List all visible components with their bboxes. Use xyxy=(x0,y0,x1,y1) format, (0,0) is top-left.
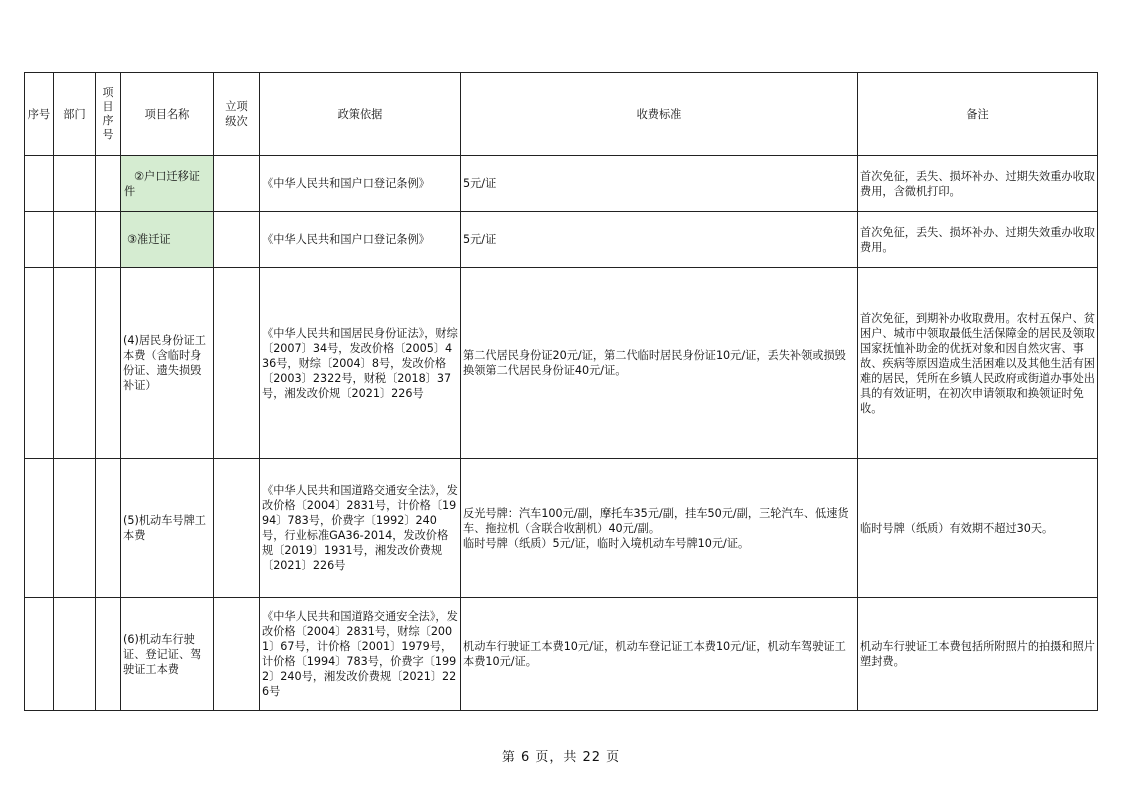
header-row xyxy=(25,73,1098,156)
item-seq-cell xyxy=(96,212,121,268)
item-seq-cell xyxy=(96,598,121,711)
item-name-cell: (4)居民身份证工本费（含临时身份证、遗失损毁补证） xyxy=(121,268,214,459)
dept-cell xyxy=(54,598,96,711)
level-cell xyxy=(214,156,260,212)
notes-cell: 机动车行驶证工本费包括所附照片的拍摄和照片塑封费。 xyxy=(858,598,1098,711)
fee-table xyxy=(24,72,1098,711)
dept-cell xyxy=(54,459,96,598)
fee-cell: 5元/证 xyxy=(461,212,858,268)
table-row xyxy=(25,212,1098,268)
table-row xyxy=(25,268,1098,459)
fee-line: 临时号牌（纸质）5元/证，临时入境机动车号牌10元/证。 xyxy=(463,536,750,550)
fee-cell: 第二代居民身份证20元/证，第二代临时居民身份证10元/证，丢失补领或损毁换领第二代居民身份证40元/证。 xyxy=(461,268,858,459)
header-item-name: 项目名称 xyxy=(121,73,214,156)
header-seq: 序号 xyxy=(25,73,54,156)
notes-cell: 首次免征，丢失、损坏补办、过期失效重办收取费用，含微机打印。 xyxy=(858,156,1098,212)
item-name-cell: ②户口迁移证件 xyxy=(121,156,214,212)
item-name-cell: (5)机动车号牌工本费 xyxy=(121,459,214,598)
policy-cell: 《中华人民共和国户口登记条例》 xyxy=(260,156,461,212)
item-seq-cell xyxy=(96,156,121,212)
table-row xyxy=(25,598,1098,711)
dept-cell xyxy=(54,268,96,459)
seq-cell xyxy=(25,459,54,598)
item-name-cell: ③准迁证 xyxy=(121,212,214,268)
seq-cell xyxy=(25,268,54,459)
seq-cell xyxy=(25,156,54,212)
policy-cell: 《中华人民共和国道路交通安全法》，发改价格〔2004〕2831号，财综〔2001〕67号，计价格〔2001〕1979号，计价格〔1994〕783号，价费字〔1992〕240号，湘发改价费规〔2021〕226号 xyxy=(260,598,461,711)
fee-cell: 机动车行驶证工本费10元/证，机动车登记证工本费10元/证，机动车驾驶证工本费10元/证。 xyxy=(461,598,858,711)
header-fee: 收费标准 xyxy=(461,73,858,156)
fee-line: 反光号牌：汽车100元/副，摩托车35元/副，挂车50元/副，三轮汽车、低速货车、拖拉机（含联合收割机）40元/副。 xyxy=(463,506,849,535)
item-seq-cell xyxy=(96,268,121,459)
page-footer: 第 6 页，共 22 页 xyxy=(501,750,621,765)
level-cell xyxy=(214,459,260,598)
header-item-seq: 项 目 序 号 xyxy=(96,73,121,156)
header-dept: 部门 xyxy=(54,73,96,156)
level-cell xyxy=(214,268,260,459)
seq-cell xyxy=(25,598,54,711)
header-notes: 备注 xyxy=(858,73,1098,156)
fee-cell: 5元/证 xyxy=(461,156,858,212)
dept-cell xyxy=(54,212,96,268)
item-seq-cell xyxy=(96,459,121,598)
header-policy: 政策依据 xyxy=(260,73,461,156)
policy-cell: 《中华人民共和国道路交通安全法》，发改价格〔2004〕2831号，计价格〔1994〕783号，价费字〔1992〕240号，行业标准GA36-2014，发改价格规〔2019〕1931号，湘发改价费规〔2021〕226号 xyxy=(260,459,461,598)
header-level: 立项 级次 xyxy=(214,73,260,156)
table-row xyxy=(25,156,1098,212)
notes-cell: 首次免征，到期补办收取费用。农村五保户、贫困户、城市中领取最低生活保障金的居民及领取国家抚恤补助金的优抚对象和因自然灾害、事故、疾病等原因造成生活困难以及其他生活有困难的居民，凭所在乡镇人民政府或街道办事处出具的有效证明，在初次申请领取和换领证时免收。 xyxy=(858,268,1098,459)
fee-cell xyxy=(461,459,858,598)
seq-cell xyxy=(25,212,54,268)
table-row xyxy=(25,459,1098,598)
notes-cell: 首次免征，丢失、损坏补办、过期失效重办收取费用。 xyxy=(858,212,1098,268)
level-cell xyxy=(214,212,260,268)
notes-cell: 临时号牌（纸质）有效期不超过30天。 xyxy=(858,459,1098,598)
policy-cell: 《中华人民共和国居民身份证法》，财综〔2007〕34号，发改价格〔2005〕436号，财综〔2004〕8号，发改价格〔2003〕2322号，财税〔2018〕37号，湘发改价规〔2021〕226号 xyxy=(260,268,461,459)
dept-cell xyxy=(54,156,96,212)
policy-cell: 《中华人民共和国户口登记条例》 xyxy=(260,212,461,268)
item-name-cell: (6)机动车行驶证、登记证、驾驶证工本费 xyxy=(121,598,214,711)
level-cell xyxy=(214,598,260,711)
